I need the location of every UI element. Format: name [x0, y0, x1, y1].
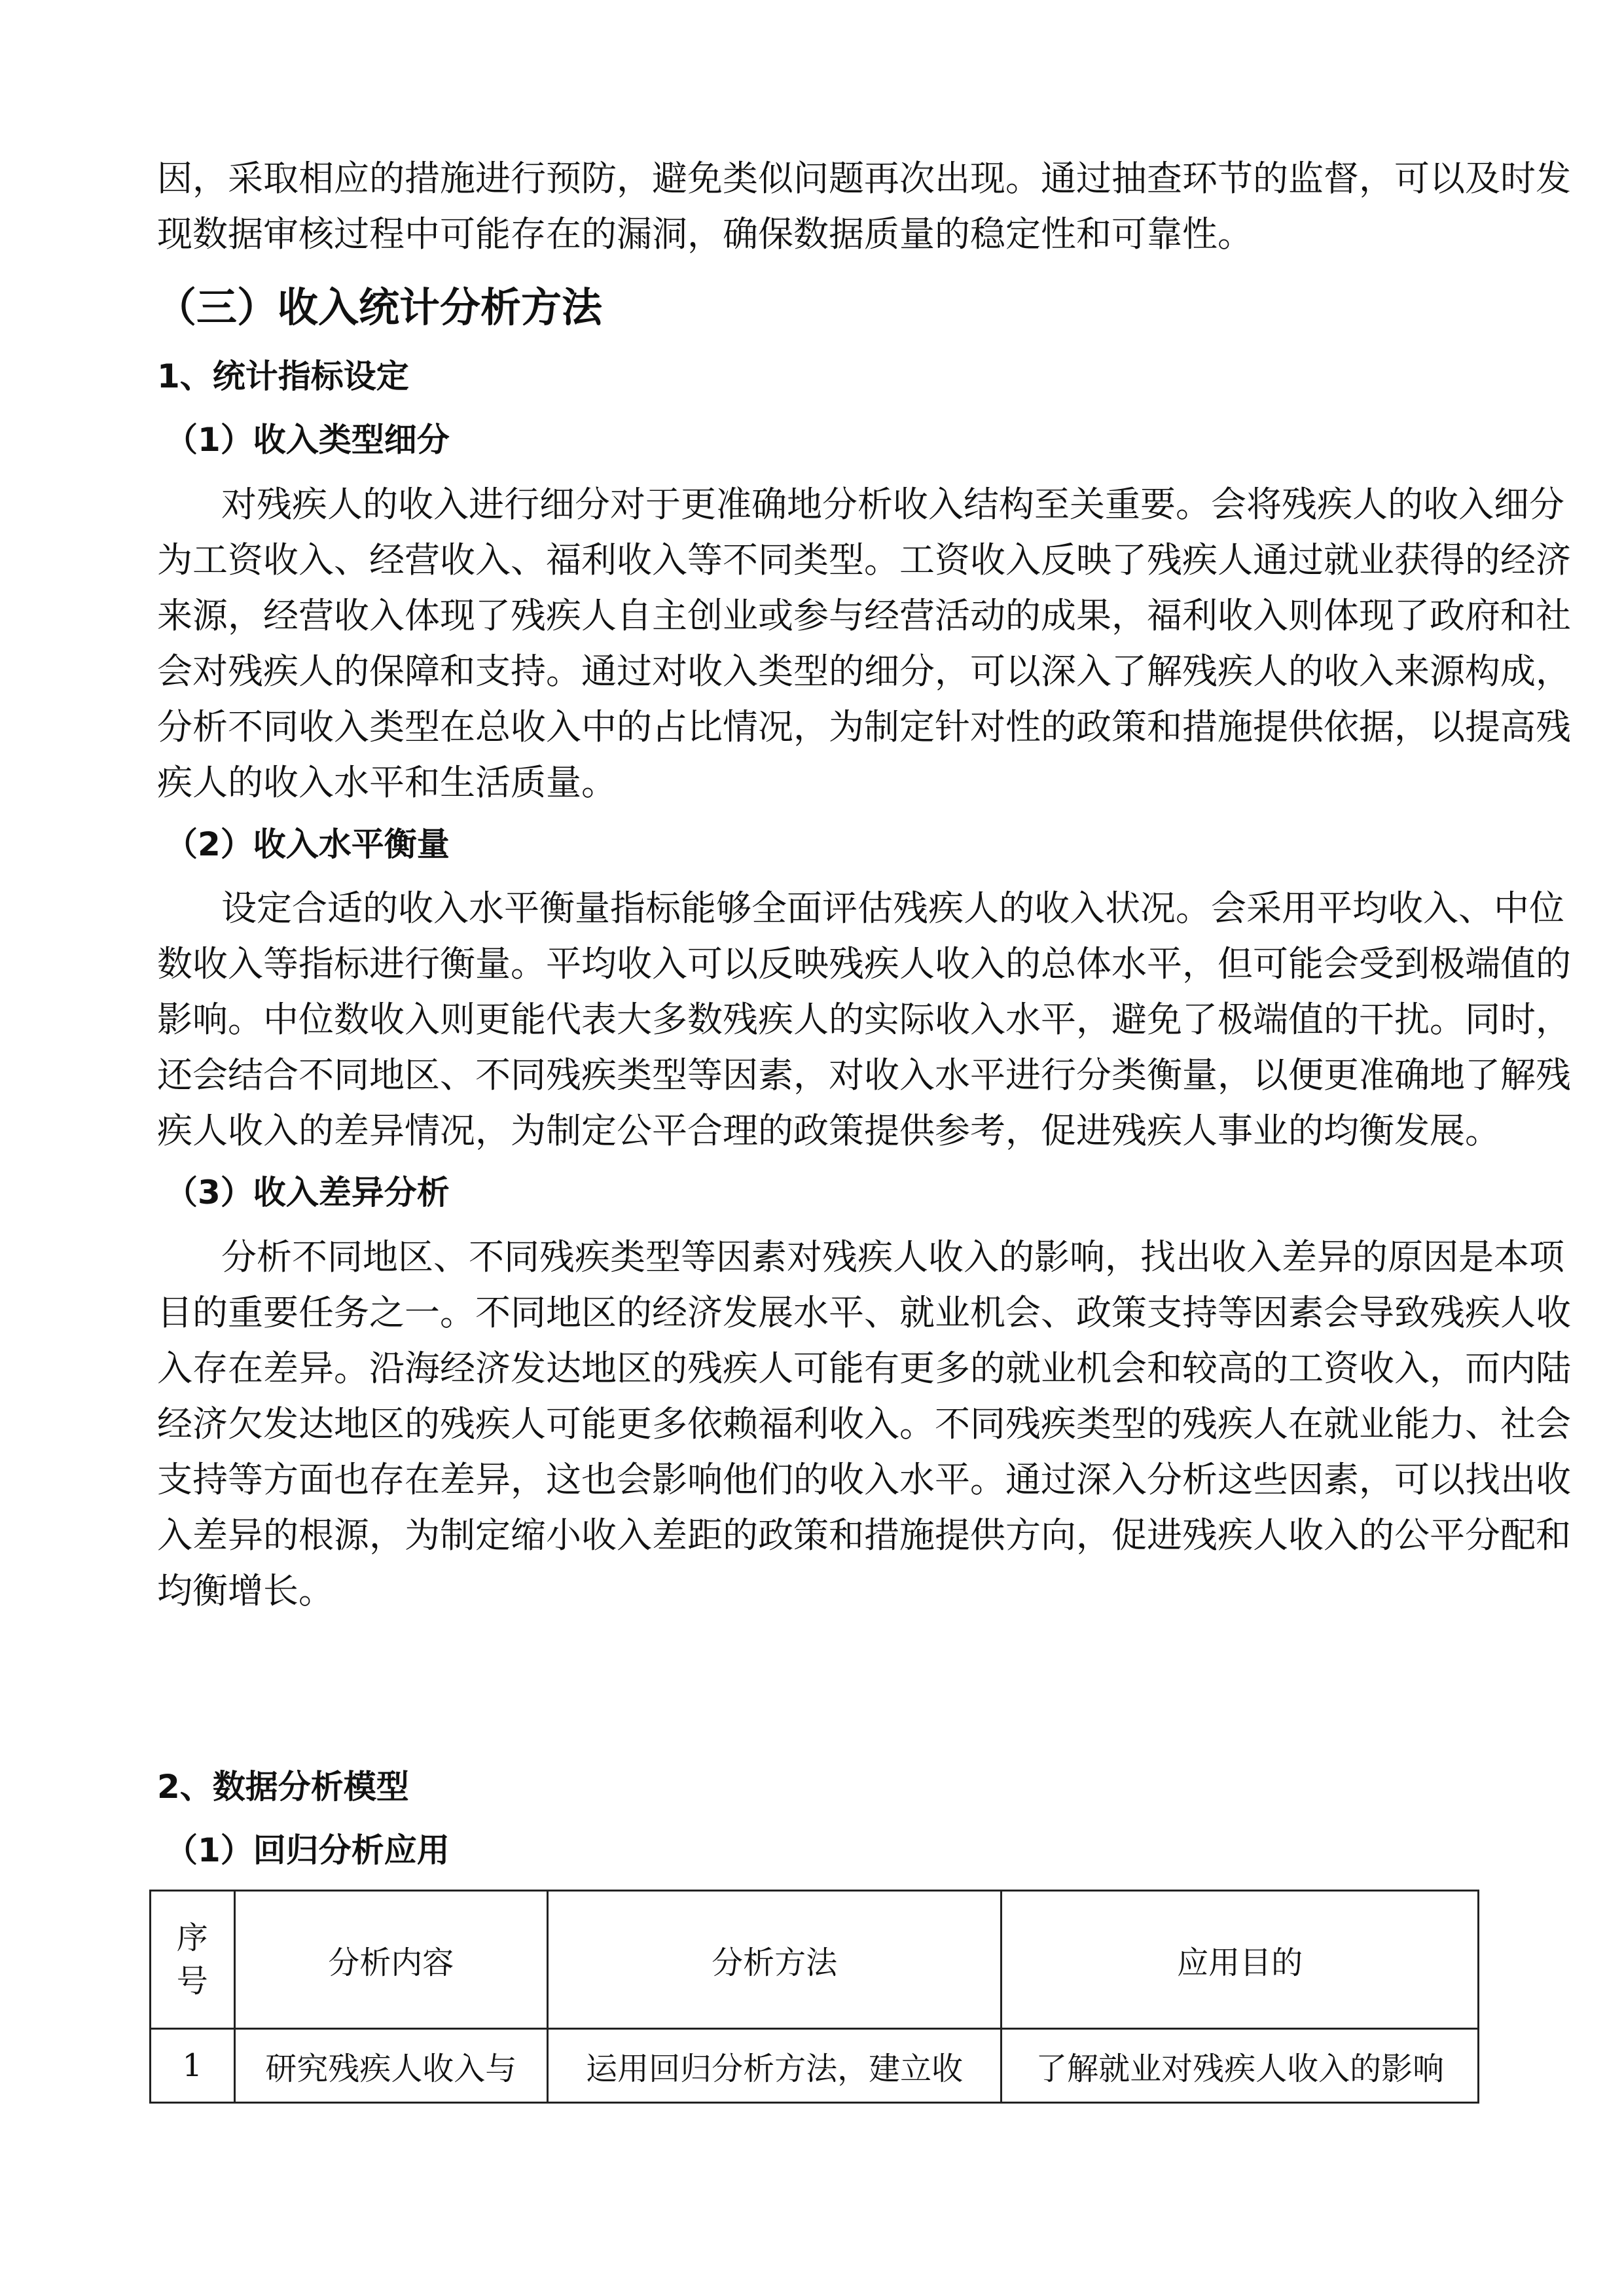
item-heading-2-1: （1）回归分析应用: [165, 1831, 450, 1869]
cell-method: 运用回归分析方法，建立收: [547, 2029, 1001, 2103]
subsection-heading-2: 2、数据分析模型: [157, 1768, 409, 1806]
item3-line-3: 入存在差异。沿海经济发达地区的残疾人可能有更多的就业机会和较高的工资收入，而内陆: [157, 1348, 1571, 1389]
cell-seq: 1: [151, 2029, 235, 2103]
table-header-row: [151, 1891, 1479, 2029]
item1-line-4: 会对残疾人的保障和支持。通过对收入类型的细分，可以深入了解残疾人的收入来源构成，: [157, 651, 1571, 692]
item2-line-4: 还会结合不同地区、不同残疾类型等因素，对收入水平进行分类衡量，以便更准确地了解残: [157, 1054, 1571, 1096]
item1-line-6: 疾人的收入水平和生活质量。: [157, 762, 617, 803]
table-row: [151, 2029, 1479, 2103]
item1-line-5: 分析不同收入类型在总收入中的占比情况，为制定针对性的政策和措施提供依据，以提高残: [157, 706, 1571, 747]
item3-line-5: 支持等方面也存在差异，这也会影响他们的收入水平。通过深入分析这些因素，可以找出收: [157, 1459, 1571, 1500]
header-seq-line-2: 号: [176, 1963, 208, 2000]
item3-line-2: 目的重要任务之一。不同地区的经济发展水平、就业机会、政策支持等因素会导致残疾人收: [157, 1292, 1571, 1333]
intro-line-2: 现数据审核过程中可能存在的漏洞，确保数据质量的稳定性和可靠性。: [157, 213, 1253, 255]
cell-content: 研究残疾人收入与: [234, 2029, 547, 2103]
section-heading: （三）收入统计分析方法: [156, 283, 603, 331]
item-heading-1-3: （3）收入差异分析: [165, 1174, 450, 1211]
header-method: 分析方法: [547, 1891, 1001, 2029]
regression-table: [149, 1890, 1479, 2104]
item1-line-1: 对残疾人的收入进行细分对于更准确地分析收入结构至关重要。会将残疾人的收入细分: [221, 484, 1564, 525]
item-heading-1-2: （2）收入水平衡量: [165, 825, 450, 863]
item2-line-2: 数收入等指标进行衡量。平均收入可以反映残疾人收入的总体水平，但可能会受到极端值的: [157, 943, 1571, 984]
item2-line-5: 疾人收入的差异情况，为制定公平合理的政策提供参考，促进残疾人事业的均衡发展。: [157, 1110, 1500, 1151]
item3-line-1: 分析不同地区、不同残疾类型等因素对残疾人收入的影响，找出收入差异的原因是本项: [221, 1236, 1564, 1278]
subsection-heading-1: 1、统计指标设定: [157, 357, 409, 395]
item3-line-7: 均衡增长。: [157, 1570, 334, 1611]
item-heading-1-1: （1）收入类型细分: [165, 421, 450, 459]
item3-line-6: 入差异的根源，为制定缩小收入差距的政策和措施提供方向，促进残疾人收入的公平分配和: [157, 1515, 1571, 1556]
header-seq-line-1: 序: [176, 1920, 208, 1956]
item2-line-1: 设定合适的收入水平衡量指标能够全面评估残疾人的收入状况。会采用平均收入、中位: [221, 888, 1564, 929]
cell-purpose: 了解就业对残疾人收入的影响: [1001, 2029, 1479, 2103]
item1-line-3: 来源，经营收入体现了残疾人自主创业或参与经营活动的成果，福利收入则体现了政府和社: [157, 595, 1571, 636]
header-seq: [151, 1891, 235, 2029]
header-content: 分析内容: [234, 1891, 547, 2029]
item2-line-3: 影响。中位数收入则更能代表大多数残疾人的实际收入水平，避免了极端值的干扰。同时，: [157, 999, 1571, 1040]
header-purpose: 应用目的: [1001, 1891, 1479, 2029]
intro-line-1: 因，采取相应的措施进行预防，避免类似问题再次出现。通过抽查环节的监督，可以及时发: [157, 158, 1571, 199]
item3-line-4: 经济欠发达地区的残疾人可能更多依赖福利收入。不同残疾类型的残疾人在就业能力、社会: [157, 1403, 1571, 1444]
item1-line-2: 为工资收入、经营收入、福利收入等不同类型。工资收入反映了残疾人通过就业获得的经济: [157, 539, 1571, 581]
